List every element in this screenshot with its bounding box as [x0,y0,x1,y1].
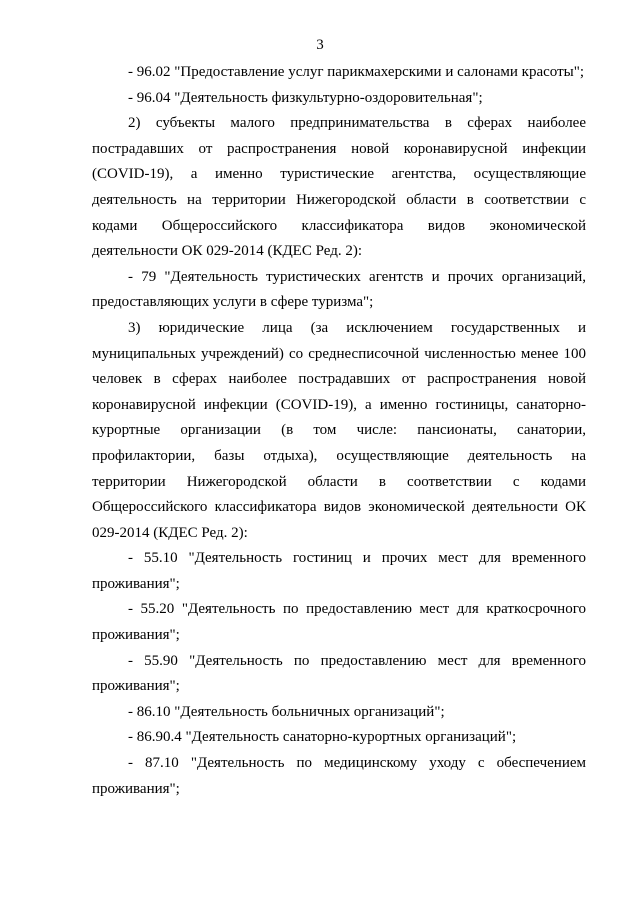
document-body [92,60,586,802]
paragraph-okved-55-90: - 55.90 "Деятельность по предоставлению мест для временного проживания"; [92,652,586,695]
paragraph-okved-55-10: - 55.10 "Деятельность гостиниц и прочих мест для временного проживания"; [92,550,586,592]
paragraph-okved-96-02: - 96.02 "Предоставление услуг парикмахерскими и салонами красоты"; [128,64,585,80]
paragraph-okved-55-20: - 55.20 "Деятельность по предоставлению мест для краткосрочного проживания"; [92,601,586,644]
paragraph-okved-96-04: - 96.04 "Деятельность физкультурно-оздоровительная"; [128,89,483,106]
paragraph-okved-79: - 79 "Деятельность туристических агентств и прочих организаций, предоставляющих услуги в сфере туризма"; [92,268,586,311]
paragraph-item-2-small-business: 2) субъекты малого предпринимательства в сферах наиболее пострадавших от распространения новой коронавирусной инфекции (COVID-19), а именно туристические агентства, осуществляющие деятельность на территории Нижегородской области в соответствии с кодами Общероссийского классификатора видов экономической деятельности ОК 029-2014 (КДЕС Ред. 2): [92,115,586,260]
paragraph-okved-87-10: - 87.10 "Деятельность по медицинскому уходу с обеспечением проживания"; [92,755,586,797]
paragraph-item-3-legal-entities: 3) юридические лица (за исключением государственных и муниципальных учреждений) со среднесписочной численностью менее 100 человек в сферах наиболее пострадавших от распространения новой коронавирусной инфекции (COVID-19), а именно гостиницы, санаторно-курортные организации (в том числе: пансионаты, санатории, профилактории, базы отдыха), осуществляющие деятельность на территории Нижегородской области в соответствии с кодами Общероссийского классификатора видов экономической деятельности ОК 029-2014 (КДЕС Ред. 2): [92,319,586,541]
paragraph-okved-86-90-4: - 86.90.4 "Деятельность санаторно-курортных организаций"; [128,729,517,746]
paragraph-okved-86-10: - 86.10 "Деятельность больничных организаций"; [128,703,445,720]
page-number: 3 [316,37,324,53]
